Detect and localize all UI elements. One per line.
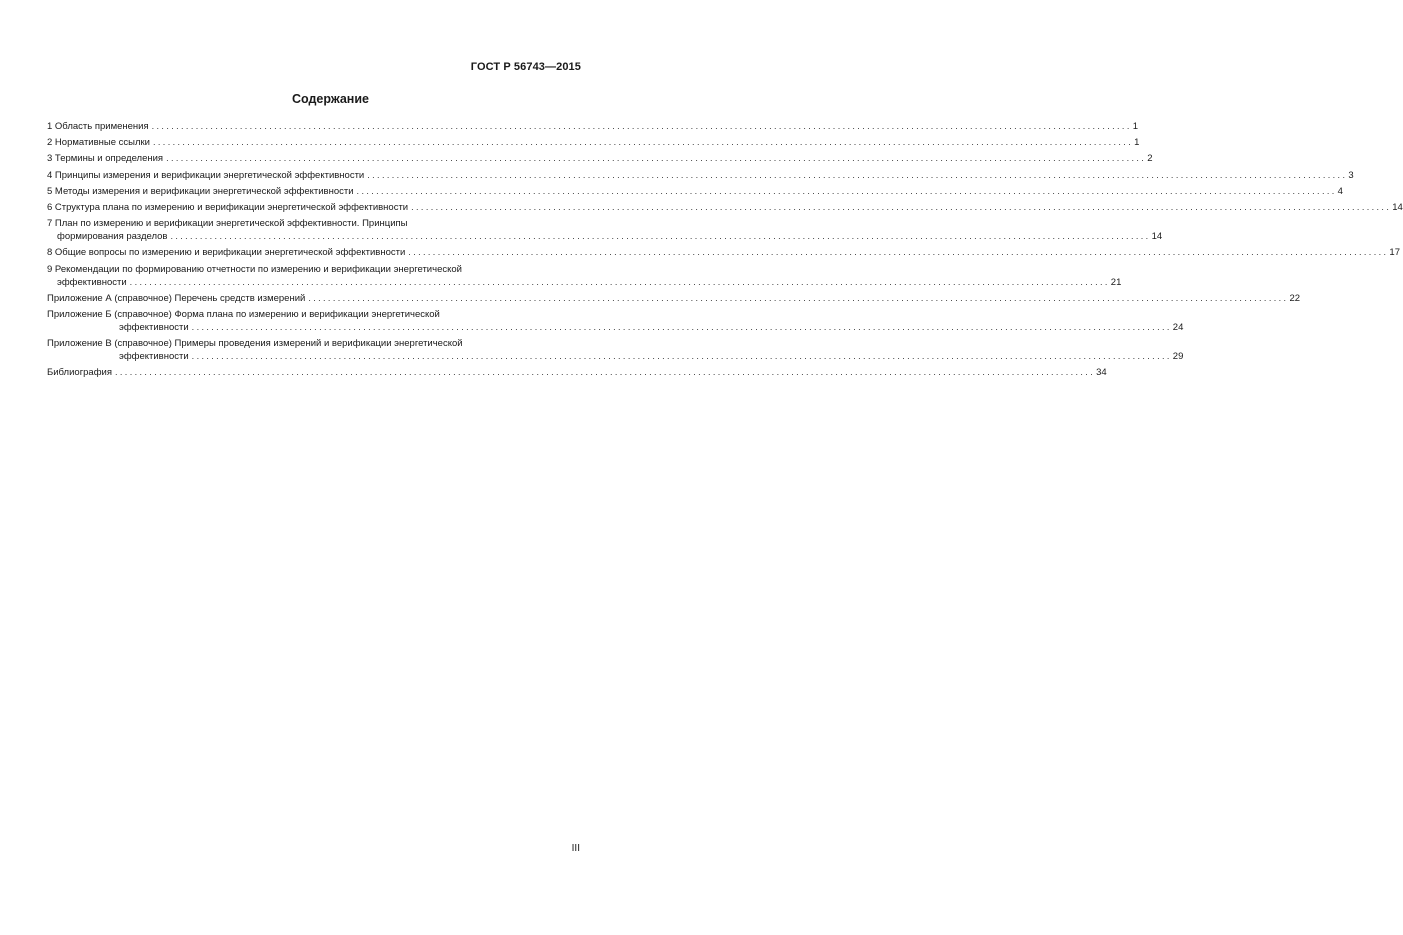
page-number: III: [571, 843, 580, 854]
toc-page-number: 22: [1289, 292, 1301, 304]
leader-dots: ........................................................................................................................................................................................................: [191, 351, 1172, 362]
toc-page-number: 17: [1389, 247, 1400, 259]
toc-entry-text-continued: эффективности: [57, 276, 127, 288]
toc-page-number: 14: [1392, 201, 1403, 213]
leader-dots: ........................................................................................................................................................................................................: [170, 231, 1151, 242]
toc-page-number: 1: [1132, 121, 1139, 132]
toc-entry-2[interactable]: [47, 136, 1140, 149]
leader-dots: ........................................................................................................................................................................................................: [115, 367, 1096, 378]
page-title: Содержание: [291, 92, 369, 106]
toc-entry-text-continued: формирования разделов: [57, 231, 168, 243]
toc-entry-text: 8 Общие вопросы по измерению и верификации энергетической эффективности: [47, 247, 406, 259]
leader-dots: ........................................................................................................................................................................................................: [129, 276, 1110, 287]
leader-dots: ........................................................................................................................................................................................................: [411, 201, 1392, 212]
toc-entry-text: Приложение А (справочное) Перечень средств измерений: [47, 292, 306, 304]
leader-dots: ........................................................................................................................................................................................................: [191, 321, 1172, 332]
toc-entry-text: 2 Нормативные ссылки: [47, 137, 150, 149]
table-of-contents: [47, 120, 1403, 382]
toc-page-number: 4: [1337, 185, 1343, 197]
toc-entry-text: 3 Термины и определения: [47, 153, 164, 165]
toc-entry-text: Приложение Б (справочное) Форма плана по измерению и верификации энергетической: [47, 308, 440, 320]
toc-page-number: 21: [1110, 276, 1122, 288]
leader-dots: ........................................................................................................................................................................................................: [308, 292, 1289, 303]
toc-entry-4[interactable]: [47, 169, 1354, 182]
toc-entry-text-continued: эффективности: [119, 321, 189, 333]
toc-entry-text: Приложение В (справочное) Примеры проведения измерений и верификации энергетической: [47, 338, 463, 350]
toc-entry-appendix-v[interactable]: [47, 337, 1184, 363]
toc-page-number: 24: [1172, 321, 1184, 333]
toc-page-number: 2: [1147, 153, 1153, 165]
leader-dots: ........................................................................................................................................................................................................: [367, 169, 1348, 180]
toc-entry-text: 4 Принципы измерения и верификации энергетической эффективности: [47, 169, 365, 181]
toc-entry-bibliography[interactable]: [47, 366, 1107, 379]
standard-designation: ГОСТ Р 56743—2015: [470, 61, 581, 73]
leader-dots: ........................................................................................................................................................................................................: [151, 121, 1132, 131]
leader-dots: ........................................................................................................................................................................................................: [356, 185, 1337, 196]
toc-entry-text: 9 Рекомендации по формированию отчетности по измерению и верификации энергетической: [47, 263, 462, 275]
toc-entry-9[interactable]: [47, 263, 1122, 289]
toc-entry-7[interactable]: [47, 217, 1163, 243]
toc-entry-1[interactable]: [47, 120, 1139, 133]
leader-dots: ........................................................................................................................................................................................................: [153, 137, 1134, 148]
toc-entry-text: 1 Область применения: [47, 121, 149, 132]
toc-entry-3[interactable]: [47, 152, 1153, 165]
toc-entry-text: 7 План по измерению и верификации энергетической эффективности. Принципы: [47, 218, 408, 230]
leader-dots: ........................................................................................................................................................................................................: [166, 153, 1147, 164]
toc-page-number: 29: [1172, 351, 1184, 363]
toc-entry-6[interactable]: [47, 201, 1403, 214]
toc-entry-text-continued: эффективности: [119, 351, 189, 363]
leader-dots: ........................................................................................................................................................................................................: [408, 247, 1389, 258]
toc-entry-text: 6 Структура плана по измерению и верификации энергетической эффективности: [47, 201, 409, 213]
toc-entry-5[interactable]: [47, 185, 1343, 198]
toc-page-number: 34: [1096, 367, 1107, 379]
toc-entry-8[interactable]: [47, 246, 1400, 259]
toc-page-number: 1: [1134, 137, 1140, 149]
toc-page-number: 14: [1151, 231, 1163, 243]
toc-page-number: 3: [1348, 169, 1354, 181]
toc-entry-appendix-a[interactable]: [47, 292, 1301, 305]
toc-entry-text: 5 Методы измерения и верификации энергетической эффективности: [47, 185, 354, 197]
toc-entry-appendix-b[interactable]: [47, 308, 1184, 334]
toc-entry-text: Библиография: [47, 367, 112, 379]
